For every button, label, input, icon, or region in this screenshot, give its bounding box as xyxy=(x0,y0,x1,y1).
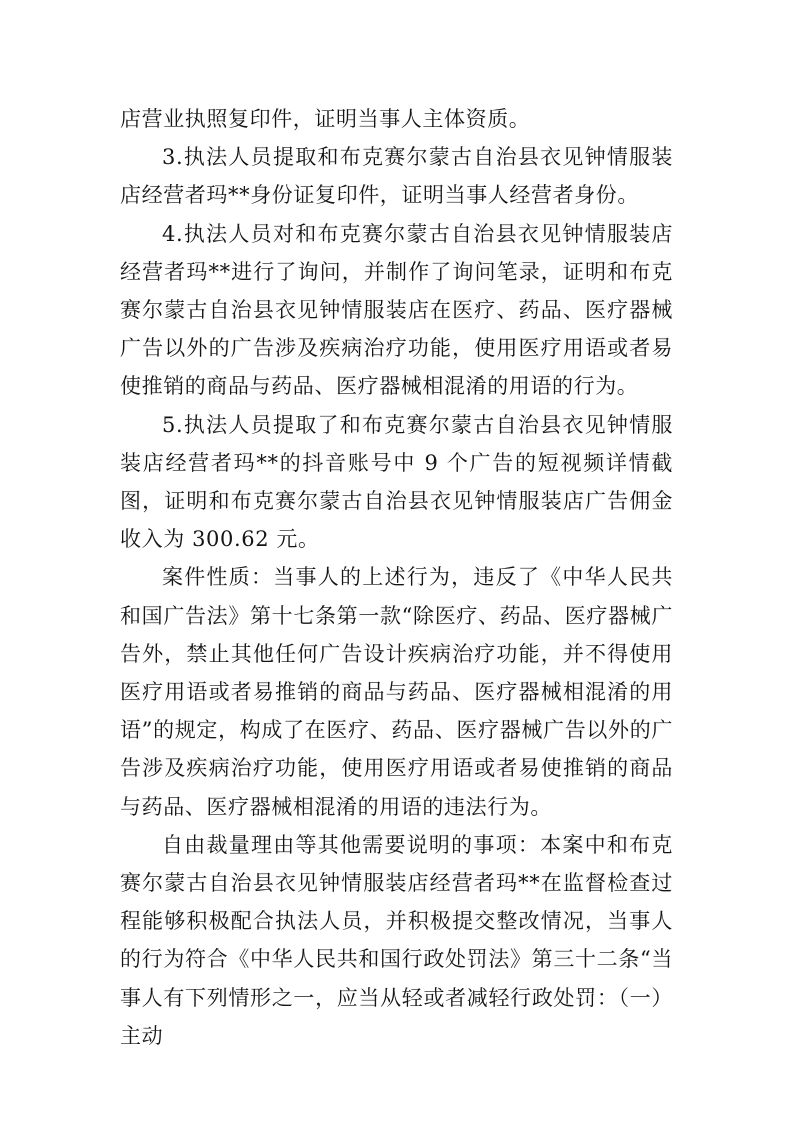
paragraph-evidence-5: 5.执法人员提取了和布克赛尔蒙古自治县衣见钟情服装店经营者玛**的抖音账号中 9 个广告的短视频详情截图，证明和布克赛尔蒙古自治县衣见钟情服装店广告佣金收入为 300.62 元。 xyxy=(120,412,673,552)
paragraph-evidence-3: 3.执法人员提取和布克赛尔蒙古自治县衣见钟情服装店经营者玛**身份证复印件，证明当事人经营者身份。 xyxy=(120,145,673,208)
paragraph-case-nature: 案件性质：当事人的上述行为，违反了《中华人民共和国广告法》第十七条第一款“除医疗、药品、医疗器械广告外，禁止其他任何广告设计疾病治疗功能，并不得使用医疗用语或者易推销的商品与药品、医疗器械相混淆的用语”的规定，构成了在医疗、药品、医疗器械广告以外的广告涉及疾病治疗功能，使用医疗用语或者易使推销的商品与药品、医疗器械相混淆的用语的违法行为。 xyxy=(120,565,673,819)
paragraph-license-copy: 店营业执照复印件，证明当事人主体资质。 xyxy=(120,107,531,131)
paragraph-evidence-4: 4.执法人员对和布克赛尔蒙古自治县衣见钟情服装店经营者玛**进行了询问，并制作了询问笔录，证明和布克赛尔蒙古自治县衣见钟情服装店在医疗、药品、医疗器械广告以外的广告涉及疾病治疗功能，使用医疗用语或者易使推销的商品与药品、医疗器械相混淆的用语的行为。 xyxy=(120,221,673,399)
paragraph-discretion: 自由裁量理由等其他需要说明的事项：本案中和布克赛尔蒙古自治县衣见钟情服装店经营者玛**在监督检查过程能够积极配合执法人员，并积极提交整改情况，当事人的行为符合《中华人民共和国行政处罚法》第三十二条“当事人有下列情形之一，应当从轻或者减轻行政处罚：（一）主动 xyxy=(120,832,673,1048)
